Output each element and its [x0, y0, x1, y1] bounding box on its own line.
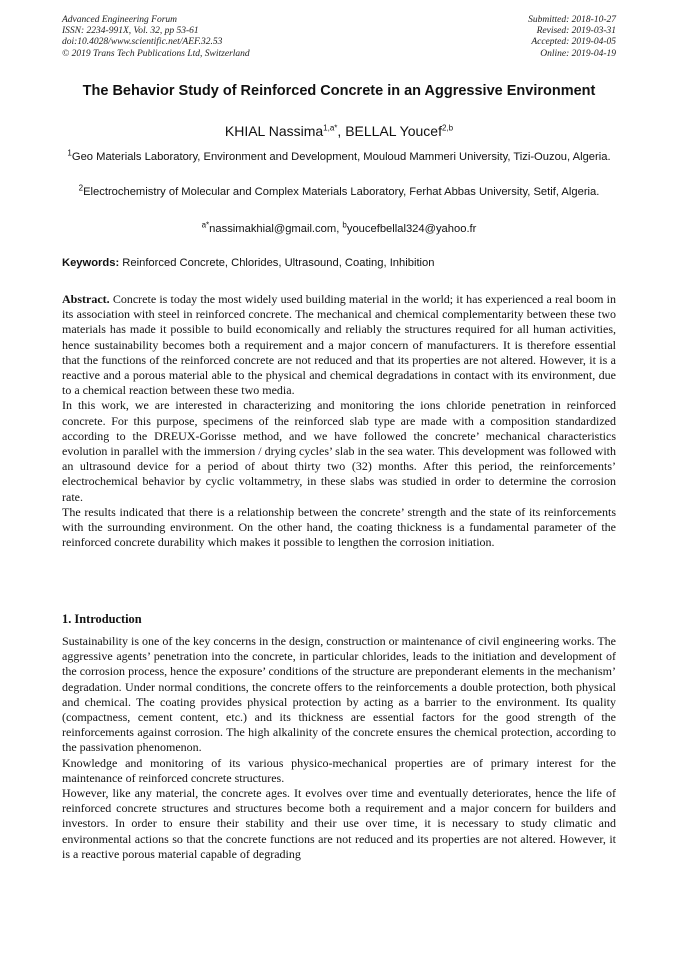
body-paragraph: Sustainability is one of the key concerns in the design, construction or maintenance of civil engineering works. The aggressive agents’ penetration into the concrete, in particular chlorides, leads to the initiation and development of the corrosion process, hence the exposure’ conditions of the structure are preponderant elements in the mechanism’ degradation. Under normal conditions, the concrete offers to the reinforcements a double protection, both physical and chemical. The coating provides physical protection by acting as a barrier to the environment. Its quality (compactness, cement content, etc.) and its thickness are essential factors for the good strength of the reinforcements against corrosion. The high alkalinity of the concrete ensures the chemical protection, according to the passivation phenomenon. — [62, 634, 616, 755]
abstract — [62, 292, 616, 550]
author-affiliation-mark: 1,a* — [323, 123, 338, 133]
affiliation-mark: 1 — [67, 148, 72, 158]
journal-name: Advanced Engineering Forum — [62, 15, 178, 25]
journal-info — [62, 15, 250, 60]
author-name: BELLAL Youcef — [345, 123, 442, 139]
journal-issn: ISSN: 2234-991X, Vol. 32, pp 53-61 — [62, 26, 199, 37]
keywords-text: Reinforced Concrete, Chlorides, Ultrasound, Coating, Inhibition — [119, 257, 435, 269]
abstract-paragraph — [62, 292, 616, 398]
email-separator: , — [336, 223, 343, 235]
abstract-paragraph: In this work, we are interested in characterizing and monitoring the ions chloride penetration in reinforced concrete. For this purpose, specimens of the reinforced slab type are made with a composition standardized according to the DREUX-Gorisse method, and we have followed the concrete’ mechanical characteristics evolution in parallel with the immersion / drying cycles’ slab in the sea water. This development was followed with an ultrasound device for a period of about thirty two (32) months. After this period, the reinforcements’ electrochemical behavior by cyclic voltammetry, in these slabs was studied in order to determine the corrosion rate. — [62, 398, 616, 504]
abstract-text: Concrete is today the most widely used building material in the world; it has experienced a real boom in its association with steel in reinforced concrete. The mechanical and chemical complementarity between these two materials has made it possible to build economically and reliably the structures required for all human activities, hence sustainability becomes both a requirement and a major concern of manufacturers. It is therefore essential that the functions of the reinforced concrete are not reduced and that its properties are not altered. However, it is a reactive and a porous material able to the physical and chemical degradations in contact with its environment, due to a chemical reaction between these two media. — [62, 292, 616, 398]
body-paragraph: Knowledge and monitoring of its various physico-mechanical properties are of primary interest for the maintenance of reinforced concrete structures. — [62, 755, 616, 785]
author-affiliation-mark: 2,b — [441, 123, 454, 133]
affiliation-text: Geo Materials Laboratory, Environment and Development, Mouloud Mammeri University, Tizi-Ouzou, Algeria. — [71, 151, 611, 163]
paper-title: The Behavior Study of Reinforced Concrete in an Aggressive Environment — [82, 83, 596, 99]
copyright: © 2019 Trans Tech Publications Ltd, Switzerland — [62, 48, 250, 59]
accepted-date: Accepted: 2019-04-05 — [531, 37, 616, 48]
body-paragraph: However, like any material, the concrete ages. It evolves over time and eventually deteriorates, hence the life of reinforced concrete structures and structures become both a requirement and a major concern for builders and investors. In order to ensure their stability and their use over time, it is necessary to study climatic and environmental actions so that the concrete functions are not reduced and its properties are not altered. However, it is a reactive porous material capable of degrading — [62, 786, 616, 861]
author-list — [62, 122, 616, 140]
email-mark: b — [342, 220, 347, 230]
email-link[interactable]: nassimakhial@gmail.com — [209, 223, 337, 235]
keywords — [62, 256, 616, 271]
section-heading: 1. Introduction — [62, 612, 142, 626]
submitted-date: Submitted: 2018-10-27 — [528, 15, 616, 25]
affiliation-mark: 2 — [78, 183, 84, 193]
author-separator: , — [337, 123, 346, 139]
introduction-body — [62, 634, 616, 862]
author-name: KHIAL Nassima — [224, 123, 324, 139]
abstract-label: Abstract. — [62, 292, 110, 306]
keywords-label: Keywords: — [62, 257, 120, 269]
abstract-paragraph: The results indicated that there is a relationship between the concrete’ strength and the state of its reinforcements with the surrounding environment. On the other hand, the coating thickness is a fundamental parameter of the reinforced concrete durability which makes it possible to lengthen the corrosion initiation. — [62, 504, 616, 550]
journal-doi[interactable]: doi:10.4028/www.scientific.net/AEF.32.53 — [62, 37, 223, 48]
revised-date: Revised: 2019-03-31 — [536, 26, 616, 37]
author-emails — [62, 222, 616, 237]
email-mark: a* — [201, 220, 210, 230]
online-date: Online: 2019-04-19 — [540, 48, 616, 59]
publication-dates — [528, 15, 616, 60]
affiliation — [62, 185, 616, 200]
email-link[interactable]: youcefbellal324@yahoo.fr — [346, 223, 477, 235]
affiliation — [62, 150, 616, 165]
affiliation-text: Electrochemistry of Molecular and Complex Materials Laboratory, Ferhat Abbas University, Setif, Algeria. — [83, 186, 600, 198]
